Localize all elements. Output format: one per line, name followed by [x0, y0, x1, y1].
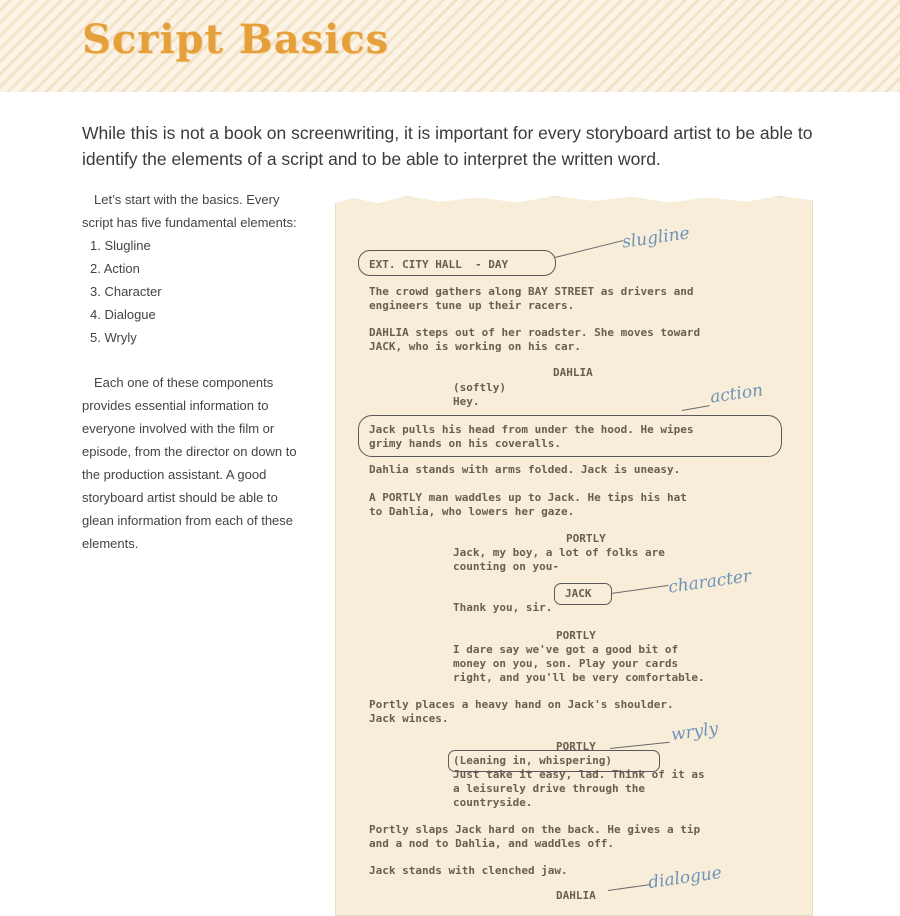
script-action: A PORTLY man waddles up to Jack. He tips his hat to Dahlia, who lowers her gaze.: [369, 491, 687, 518]
annotation-slugline: slugline: [620, 223, 691, 253]
sidebar-lead: Let’s start with the basics. Every script has five fundamental elements:: [82, 192, 297, 230]
wryly-highlight: [448, 750, 660, 772]
script-character: DAHLIA: [556, 889, 596, 902]
annotation-action: action: [708, 380, 765, 408]
script-wryly: (Leaning in, whispering): [453, 754, 612, 767]
list-item: 5. Wryly: [90, 330, 137, 345]
sidebar-body: Each one of these components provides essential information to everyone involved with the film or episode, from the director on down to the production assistant. A good storyboard artist should be able to glean information from each of these elements.: [82, 375, 297, 551]
script-character: PORTLY: [556, 740, 596, 753]
sidebar-text: [82, 188, 312, 555]
script-action: Portly slaps Jack hard on the back. He gives a tip and a nod to Dahlia, and waddles off.: [369, 823, 701, 850]
script-dialogue: Thank you, sir.: [453, 601, 553, 614]
character-highlight: [554, 583, 612, 605]
page-title: Script Basics: [82, 16, 390, 63]
script-wryly: (softly): [453, 381, 506, 394]
script-slugline: EXT. CITY HALL - DAY: [369, 258, 509, 271]
annotation-wryly: wryly: [669, 718, 720, 746]
list-item: 1. Slugline: [90, 238, 151, 253]
script-character: PORTLY: [566, 532, 606, 545]
list-item: 3. Character: [90, 284, 162, 299]
script-dialogue: I dare say we've got a good bit of money on you, son. Play your cards right, and you'll be very comfortable.: [453, 643, 705, 684]
slugline-highlight: [358, 250, 556, 276]
script-dialogue: Jack, my boy, a lot of folks are counting on you-: [453, 546, 665, 573]
script-dialogue: Hey.: [453, 395, 480, 408]
script-character: PORTLY: [556, 629, 596, 642]
script-character: DAHLIA: [553, 366, 593, 379]
list-item: 4. Dialogue: [90, 307, 156, 322]
script-character: JACK: [565, 587, 592, 600]
script-action: The crowd gathers along BAY STREET as drivers and engineers tune up their racers.: [369, 285, 694, 312]
action-highlight: [358, 415, 782, 457]
annotation-dialogue: dialogue: [646, 862, 724, 894]
list-item: 2. Action: [90, 261, 140, 276]
annotation-character: character: [667, 566, 753, 598]
script-action: Dahlia stands with arms folded. Jack is uneasy.: [369, 463, 681, 476]
script-dialogue: Just take it easy, lad. Think of it as a leisurely drive through the countryside.: [453, 768, 705, 809]
elements-list: [82, 234, 312, 349]
script-action: Jack stands with clenched jaw.: [369, 864, 568, 877]
script-action: DAHLIA steps out of her roadster. She moves toward JACK, who is working on his car.: [369, 326, 701, 353]
intro-paragraph: While this is not a book on screenwriting, it is important for every storyboard artist to be able to identify the elements of a script and to be able to interpret the written word.: [82, 123, 813, 169]
script-action: Portly places a heavy hand on Jack's shoulder. Jack winces.: [369, 698, 674, 725]
script-action: Jack pulls his head from under the hood. He wipes grimy hands on his coveralls.: [369, 423, 694, 450]
